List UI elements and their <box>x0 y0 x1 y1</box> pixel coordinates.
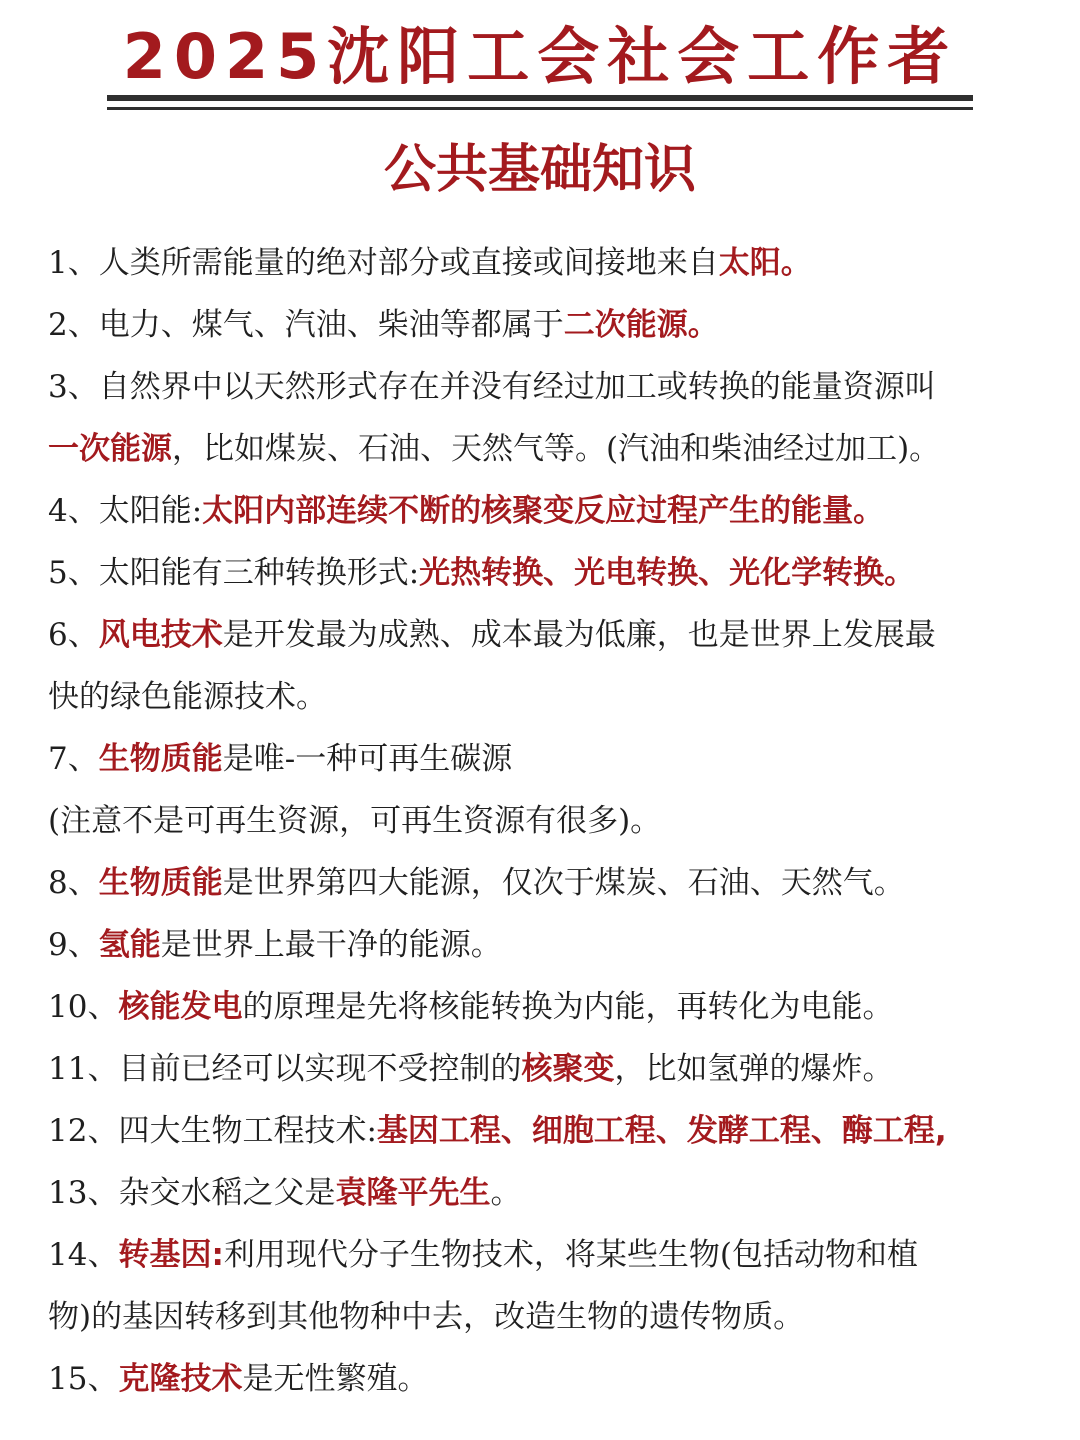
item-text: 利用现代分子生物技术，将某些生物(包括动物和植 <box>223 1237 918 1273</box>
highlight-text: 克隆技术 <box>118 1361 243 1397</box>
item-text: 11、目前已经可以实现不受控制的 <box>48 1051 522 1087</box>
list-item <box>48 542 1038 604</box>
highlight-text: 氢能 <box>98 927 161 963</box>
item-text: 是唯-一种可再生碳源 <box>222 741 513 777</box>
list-item <box>48 1038 1038 1100</box>
title-divider-thin <box>107 107 973 110</box>
item-text: 物)的基因转移到其他物种中去，改造生物的遗传物质。 <box>48 1299 805 1335</box>
item-text: 是世界第四大能源，仅次于煤炭、石油、天然气。 <box>222 865 905 901</box>
list-item-continuation <box>48 666 1038 728</box>
list-item <box>48 1224 1038 1286</box>
highlight-text: 核聚变 <box>521 1051 615 1087</box>
highlight-text: 风电技术 <box>98 617 223 653</box>
item-text: 是无性繁殖。 <box>242 1361 429 1397</box>
highlight-text: 转基因: <box>118 1237 224 1273</box>
item-text: ，比如氢弹的爆炸。 <box>614 1051 894 1087</box>
list-item <box>48 1100 1038 1162</box>
highlight-text: 生物质能 <box>98 865 223 901</box>
highlight-text: 太阳内部连续不断的核聚变反应过程产生的能量。 <box>202 493 885 529</box>
list-item <box>48 976 1038 1038</box>
list-item-continuation <box>48 1286 1038 1348</box>
item-text: 6、 <box>48 617 99 653</box>
item-text: 5、太阳能有三种转换形式: <box>48 555 420 591</box>
list-item <box>48 232 1038 294</box>
highlight-text: 太阳。 <box>718 245 812 281</box>
highlight-text: 基因工程、细胞工程、发酵工程、酶工程, <box>376 1113 947 1149</box>
list-item <box>48 294 1038 356</box>
list-item-continuation <box>48 418 1038 480</box>
item-text: 14、 <box>48 1237 119 1273</box>
list-item-continuation <box>48 790 1038 852</box>
item-text: 是开发最为成熟、成本最为低廉，也是世界上发展最 <box>222 617 936 653</box>
item-text: 10、 <box>48 989 119 1025</box>
page-subtitle: 公共基础知识 <box>383 140 696 200</box>
item-text: 8、 <box>48 865 99 901</box>
item-text: 是世界上最干净的能源。 <box>160 927 502 963</box>
list-item <box>48 852 1038 914</box>
item-text: 2、电力、煤气、汽油、柴油等都属于 <box>48 307 564 343</box>
item-text: 9、 <box>48 927 99 963</box>
item-text: (注意不是可再生资源，可再生资源有很多)。 <box>48 803 662 839</box>
item-text: 3、自然界中以天然形式存在并没有经过加工或转换的能量资源叫 <box>48 369 936 405</box>
list-item <box>48 480 1038 542</box>
list-item <box>48 604 1038 666</box>
page-title: 2025沈阳工会社会工作者 <box>122 20 958 93</box>
knowledge-list <box>48 232 1038 1410</box>
list-item <box>48 1348 1038 1410</box>
highlight-text: 核能发电 <box>118 989 243 1025</box>
item-text: ，比如煤炭、石油、天然气等。(汽油和柴油经过加工)。 <box>172 431 941 467</box>
item-text: 15、 <box>48 1361 119 1397</box>
highlight-text: 二次能源。 <box>563 307 719 343</box>
highlight-text: 袁隆平先生 <box>335 1175 491 1211</box>
item-text: 4、太阳能: <box>48 493 203 529</box>
highlight-text: 生物质能 <box>98 741 223 777</box>
item-text: 的原理是先将核能转换为内能，再转化为电能。 <box>242 989 894 1025</box>
item-text: 。 <box>490 1175 522 1211</box>
list-item <box>48 914 1038 976</box>
list-item <box>48 356 1038 418</box>
item-text: 快的绿色能源技术。 <box>48 679 327 715</box>
highlight-text: 光热转换、光电转换、光化学转换。 <box>419 555 916 591</box>
item-text: 12、四大生物工程技术: <box>48 1113 377 1149</box>
item-text: 7、 <box>48 741 99 777</box>
title-divider-thick <box>107 95 973 101</box>
list-item <box>48 728 1038 790</box>
highlight-text: 一次能源 <box>48 431 172 467</box>
item-text: 13、杂交水稻之父是 <box>48 1175 336 1211</box>
item-text: 1、人类所需能量的绝对部分或直接或间接地来自 <box>48 245 719 281</box>
list-item <box>48 1162 1038 1224</box>
